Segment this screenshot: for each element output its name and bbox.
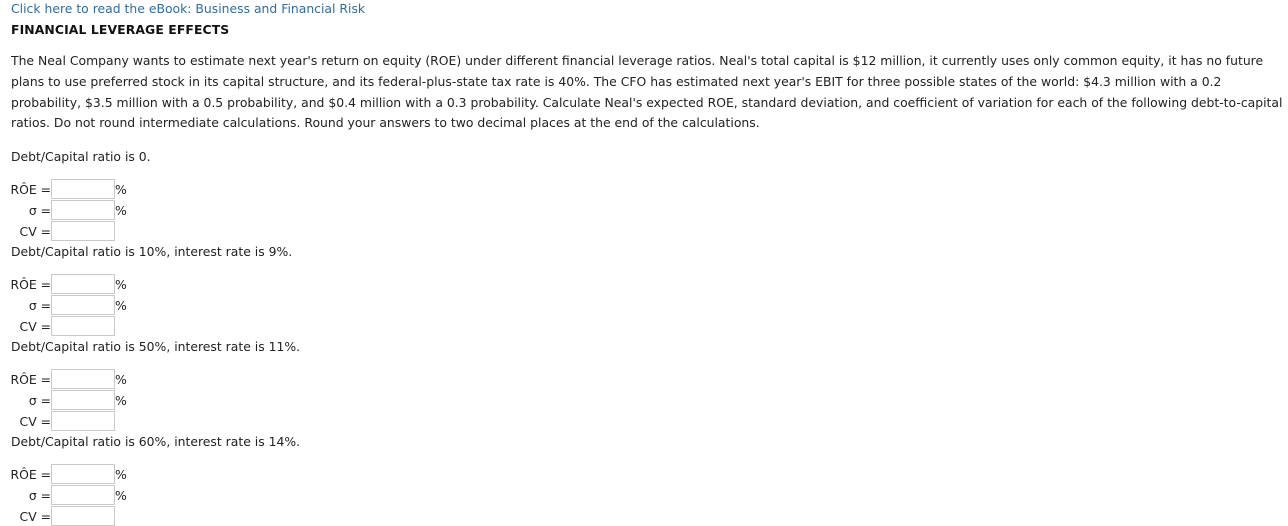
- cv-label: CV =: [19, 414, 51, 429]
- scenario-title: Debt/Capital ratio is 60%, interest rate is 14%.: [11, 434, 301, 449]
- roe-input[interactable]: [51, 369, 115, 389]
- cv-row: [11, 221, 151, 241]
- cv-input[interactable]: [51, 316, 115, 336]
- cv-label: CV =: [19, 509, 51, 524]
- percent-unit: %: [115, 203, 127, 218]
- sigma-input[interactable]: [51, 390, 115, 410]
- cv-row: [11, 506, 151, 526]
- sigma-row: [11, 390, 151, 410]
- percent-unit: %: [115, 372, 127, 387]
- roe-row: [11, 274, 151, 294]
- percent-unit: %: [115, 277, 127, 292]
- cv-input[interactable]: [51, 221, 115, 241]
- percent-unit: %: [115, 488, 127, 503]
- roe-label: RÔE =: [10, 277, 51, 292]
- roe-input[interactable]: [51, 464, 115, 484]
- percent-unit: %: [115, 467, 127, 482]
- roe-input[interactable]: [51, 274, 115, 294]
- cv-row: [11, 316, 151, 336]
- roe-row: [11, 179, 151, 199]
- roe-row: [11, 369, 151, 389]
- page-title: FINANCIAL LEVERAGE EFFECTS: [11, 22, 230, 37]
- roe-label: RÔE =: [10, 372, 51, 387]
- cv-input[interactable]: [51, 506, 115, 526]
- cv-label: CV =: [19, 319, 51, 334]
- cv-row: [11, 411, 151, 431]
- roe-input[interactable]: [51, 179, 115, 199]
- ebook-link[interactable]: Click here to read the eBook: Business and Financial Risk: [11, 1, 366, 16]
- percent-unit: %: [115, 182, 127, 197]
- cv-input[interactable]: [51, 411, 115, 431]
- sigma-label: σ =: [28, 488, 51, 503]
- sigma-input[interactable]: [51, 485, 115, 505]
- roe-label: RÔE =: [10, 467, 51, 482]
- problem-statement: The Neal Company wants to estimate next year's return on equity (ROE) under different financial leverage ratios. Neal's total capital is $12 million, it currently uses only common equity, it has no future plans to use preferred stock in its capital structure, and its federal-plus-state tax rate is 40%. The CFO has estimated next year's EBIT for three possible states of the world: $4.3 million with a 0.2 probability, $3.5 million with a 0.5 probability, and $0.4 million with a 0.3 probability. Calculate Neal's expected ROE, standard deviation, and coefficient of variation for each of the following debt-to-capital ratios. Do not round intermediate calculations. Round your answers to two decimal places at the end of the calculations.: [11, 53, 1283, 131]
- sigma-input[interactable]: [51, 200, 115, 220]
- sigma-label: σ =: [28, 298, 51, 313]
- scenario-title: Debt/Capital ratio is 0.: [11, 149, 151, 164]
- sigma-label: σ =: [28, 393, 51, 408]
- sigma-row: [11, 295, 151, 315]
- scenario-title: Debt/Capital ratio is 50%, interest rate is 11%.: [11, 339, 301, 354]
- percent-unit: %: [115, 298, 127, 313]
- scenario-title: Debt/Capital ratio is 10%, interest rate is 9%.: [11, 244, 293, 259]
- roe-row: [11, 464, 151, 484]
- sigma-row: [11, 200, 151, 220]
- roe-label: RÔE =: [10, 182, 51, 197]
- percent-unit: %: [115, 393, 127, 408]
- sigma-row: [11, 485, 151, 505]
- sigma-label: σ =: [28, 203, 51, 218]
- cv-label: CV =: [19, 224, 51, 239]
- sigma-input[interactable]: [51, 295, 115, 315]
